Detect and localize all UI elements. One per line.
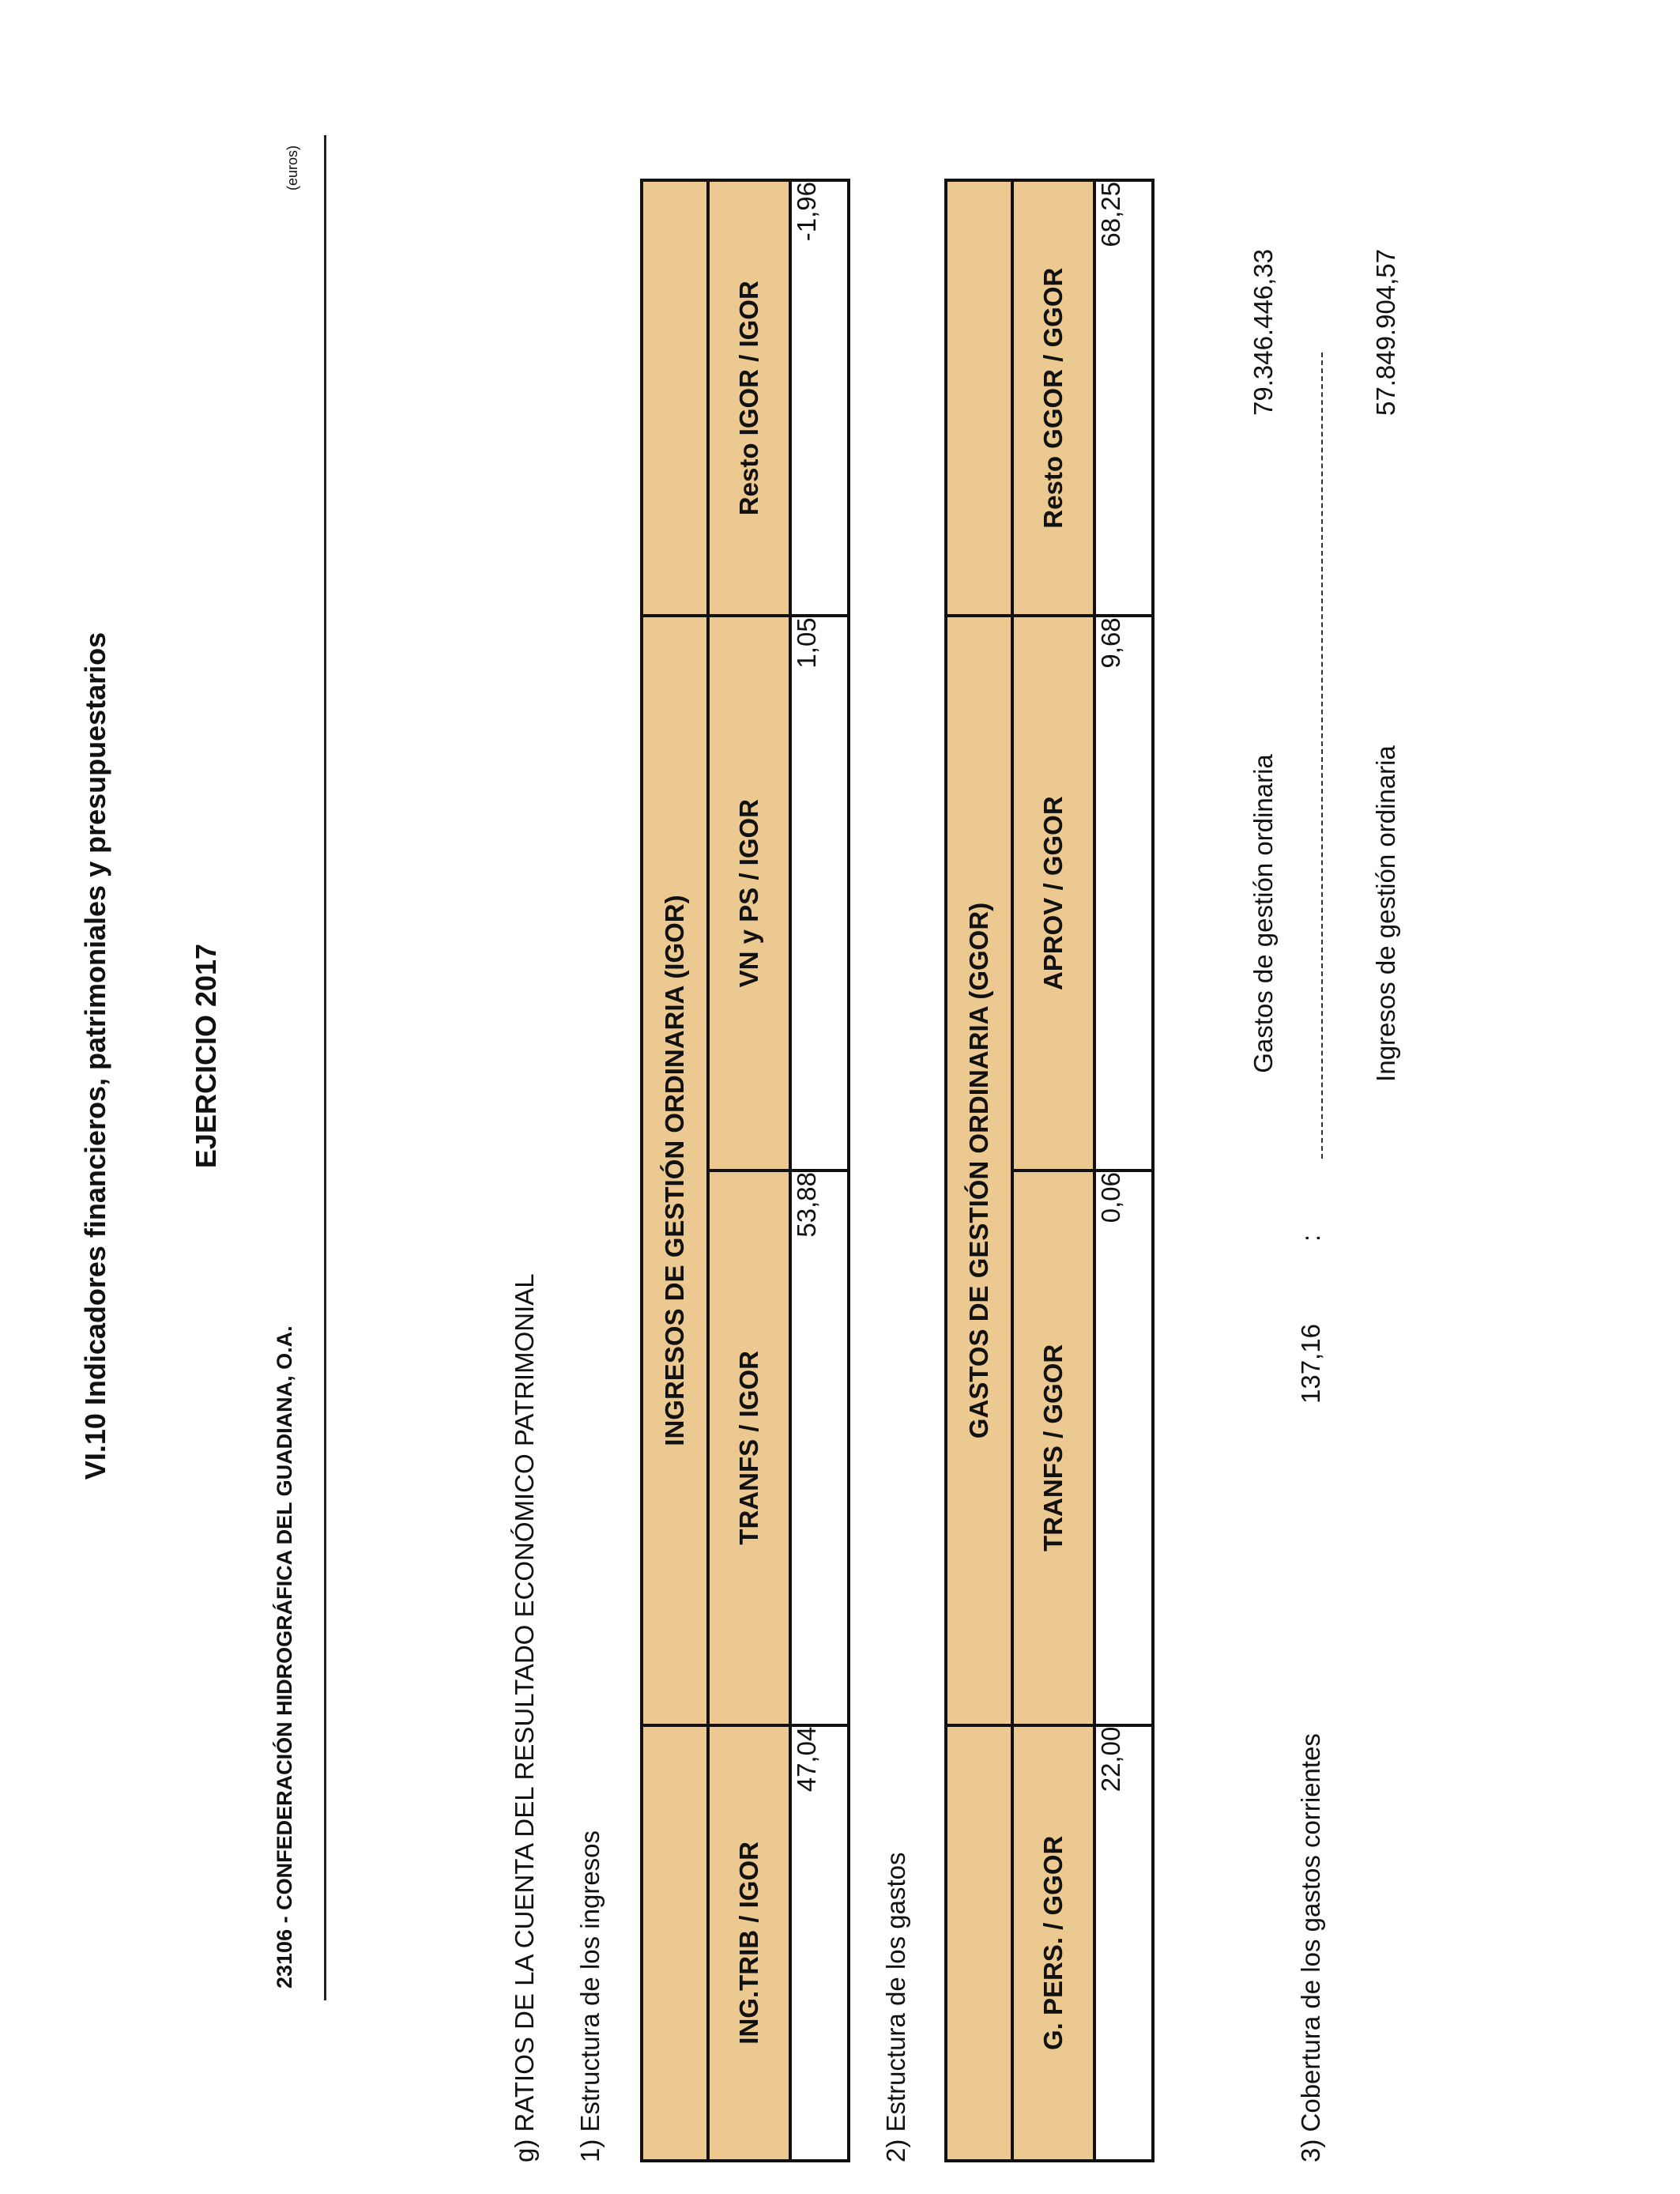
cobertura-value: 137,16 (1296, 1324, 1325, 1404)
gastos-group-spacer (946, 1725, 1012, 2161)
ingresos-group-spacer (642, 1725, 708, 2161)
cobertura-heading: 3) Cobertura de los gastos corrientes (1296, 1733, 1325, 2162)
column-header: APROV / GGOR (1012, 616, 1094, 1171)
gastos-table (944, 179, 1155, 2162)
column-header: VN y PS / IGOR (708, 616, 790, 1171)
column-header: G. PERS. / GGOR (1012, 1725, 1094, 2161)
ingresos-value-row (790, 180, 849, 2161)
gastos-group-title: GASTOS DE GESTIÓN ORDINARIA (GGOR) (946, 616, 1012, 1725)
column-header: ING.TRIB / IGOR (708, 1725, 790, 2161)
denominator-value: 57.849.904,57 (1371, 248, 1400, 416)
gastos-group-row (946, 180, 1012, 2161)
gastos-group-spacer (946, 180, 1012, 616)
exercise-title: EJERCICIO 2017 (190, 943, 222, 1169)
numerator-value: 79.346.446,33 (1249, 248, 1278, 416)
header-divider (324, 135, 326, 2000)
ratio-value-cell: 53,88 (790, 1171, 849, 1725)
ratio-value-cell: 22,00 (1094, 1725, 1153, 2161)
cobertura-separator: : (1296, 1234, 1325, 1242)
gastos-heading: 2) Estructura de los gastos (881, 1852, 910, 2162)
denominator-label: Ingresos de gestión ordinaria (1371, 745, 1400, 1082)
ingresos-table (640, 179, 850, 2162)
ratio-value-cell: -1,96 (790, 180, 849, 616)
report-title: VI.10 Indicadores financieros, patrimoniales y presupuestarios (79, 631, 111, 1480)
gastos-value-row (1094, 180, 1153, 2161)
ratio-value-cell: 1,05 (790, 616, 849, 1171)
ratio-value-cell: 9,68 (1094, 616, 1153, 1171)
ingresos-heading: 1) Estructura de los ingresos (575, 1830, 605, 2162)
ingresos-header-row (708, 180, 790, 2161)
ingresos-group-title: INGRESOS DE GESTIÓN ORDINARIA (IGOR) (642, 616, 708, 1725)
column-header: Resto IGOR / IGOR (708, 180, 790, 616)
numerator-label: Gastos de gestión ordinaria (1249, 754, 1278, 1073)
ratio-value-cell: 0,06 (1094, 1171, 1153, 1725)
gastos-header-row (1012, 180, 1094, 2161)
entity-name: 23106 - CONFEDERACIÓN HIDROGRÁFICA DEL GUADIANA, O.A. (273, 1325, 296, 1989)
ratio-value-cell: 47,04 (790, 1725, 849, 2161)
column-header: Resto GGOR / GGOR (1012, 180, 1094, 616)
fraction-divider (1321, 352, 1323, 1159)
currency-note: (euros) (284, 145, 300, 190)
column-header: TRANFS / IGOR (708, 1171, 790, 1725)
section-g-title: g) RATIOS DE LA CUENTA DEL RESULTADO ECONÓMICO PATRIMONIAL (510, 1273, 539, 2162)
column-header: TRANFS / GGOR (1012, 1171, 1094, 1725)
ratio-value-cell: 68,25 (1094, 180, 1153, 616)
ingresos-group-spacer (642, 180, 708, 616)
ingresos-group-row (642, 180, 708, 2161)
